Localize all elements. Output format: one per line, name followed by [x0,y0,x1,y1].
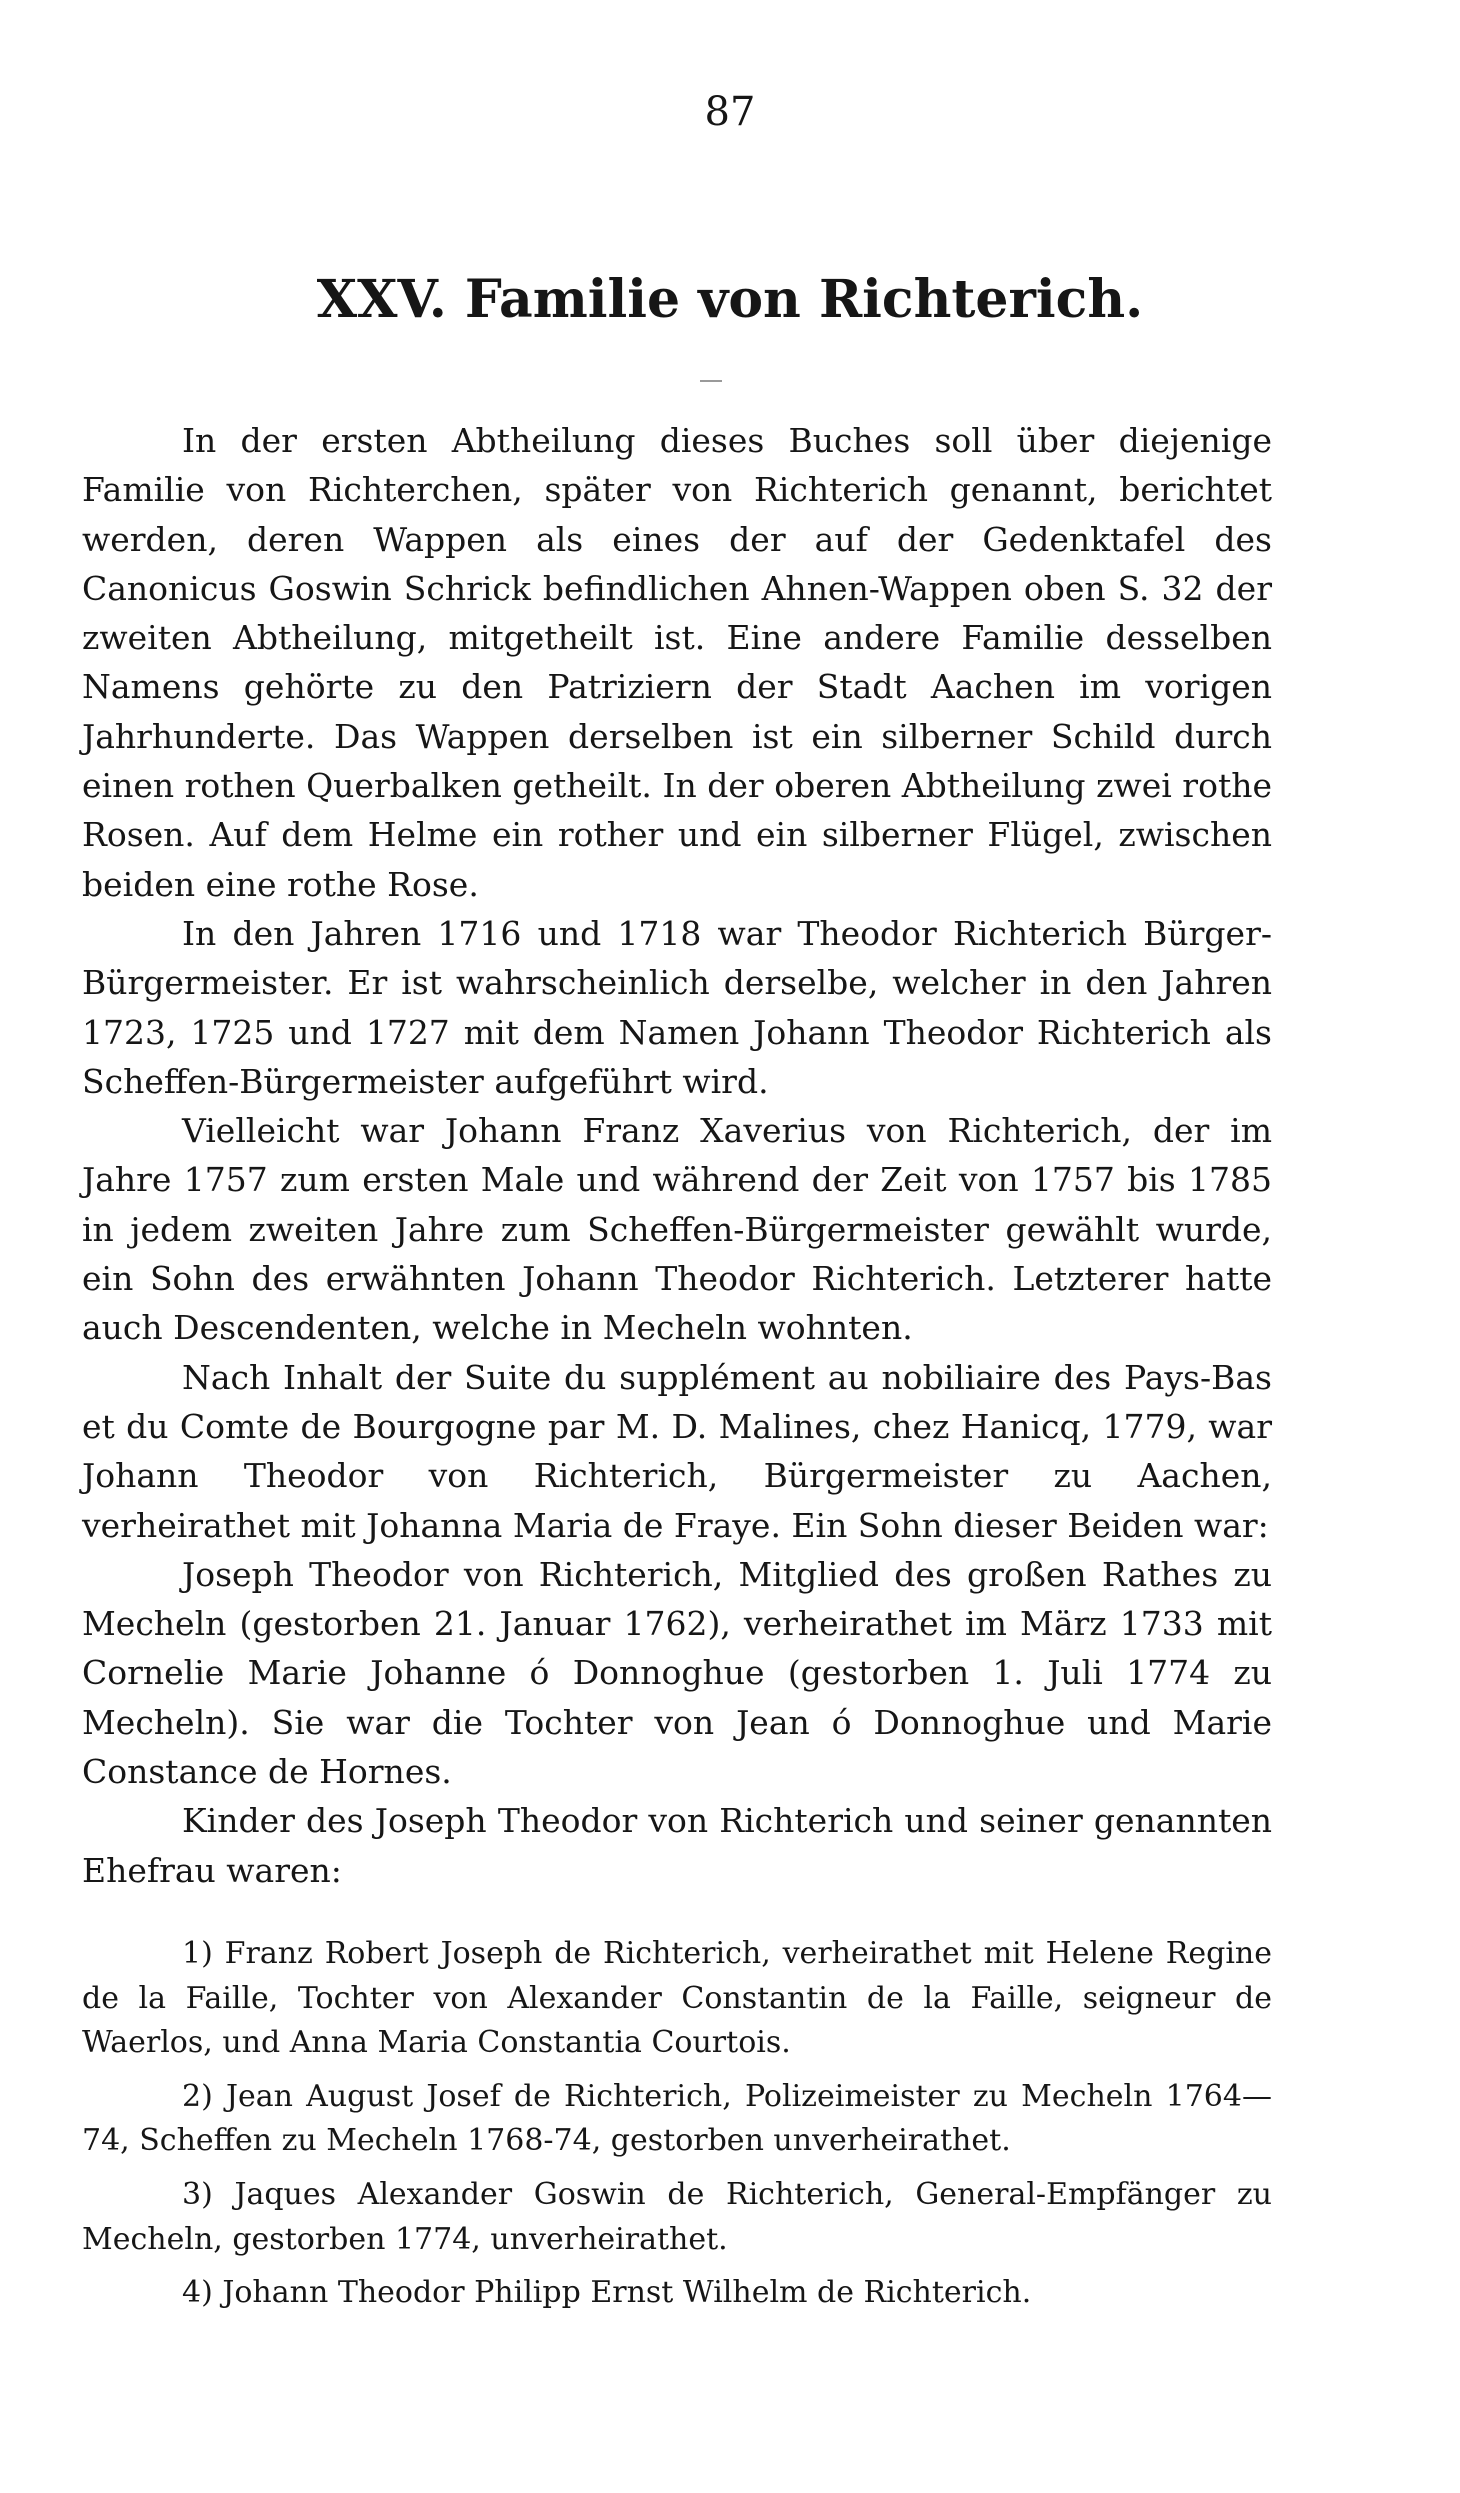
page-number: 87 [704,89,756,135]
list-item-text: Johann Theodor Philipp Ernst Wilhelm de Richterich. [222,2275,1032,2311]
list-item [82,2173,1272,2262]
list-item [82,2075,1272,2164]
paragraph: Joseph Theodor von Richterich, Mitglied des großen Rathes zu Mecheln (gestorben 21. Januar 1762), verheirathet im März 1733 mit Cornelie Marie Johanne ó Donnoghue (gestorben 1. Juli 1774 zu Mecheln). Sie war die Tochter von Jean ó Donnoghue und Marie Constance de Hornes. [82,1554,1272,1792]
list-item-number: 2) [182,2078,213,2114]
list-item-text: Franz Robert Joseph de Richterich, verheirathet mit Helene Regine de la Faille, Tochter von Alexander Constantin de la Faille, seigneur de Waerlos, und Anna Maria Constantia Courtois. [82,1936,1272,2061]
list-item-number: 3) [182,2176,213,2212]
body-text [82,416,1272,1917]
list-item-text: Jean August Josef de Richterich, Polizeimeister zu Mecheln 1764—74, Scheffen zu Mecheln 1768-74, gestorben unverheirathet. [82,2078,1272,2159]
list-item-number: 4) [182,2275,213,2311]
list-item [82,2271,1272,2316]
paragraph: In der ersten Abtheilung dieses Buches soll über diejenige Familie von Richterchen, später von Richterich genannt, berichtet werden, deren Wappen als eines der auf der Gedenktafel des Canonicus Goswin Schrick befindlichen Ahnen-Wappen oben S. 32 der zweiten Abtheilung, mitgetheilt ist. Eine andere Familie desselben Namens gehörte zu den Patriziern der Stadt Aachen im vorigen Jahrhunderte. Das Wappen derselben ist ein silberner Schild durch einen rothen Querbalken getheilt. In der oberen Abtheilung zwei rothe Rosen. Auf dem Helme ein rother und ein silberner Flügel, zwischen beiden eine rothe Rose. [82,421,1272,904]
list-item-number: 1) [182,1936,213,1971]
paragraph: In den Jahren 1716 und 1718 war Theodor Richterich Bürger-Bürgermeister. Er ist wahrscheinlich derselbe, welcher in den Jahren 1723, 1725 und 1727 mit dem Namen Johann Theodor Richterich als Scheffen-Bürgermeister aufgeführt wird. [82,913,1272,1101]
chapter-title: XXV. Familie von Richterich. [316,269,1144,330]
paragraph: Kinder des Joseph Theodor von Richterich und seiner genannten Ehefrau waren: [82,1801,1272,1890]
list-item-text: Jaques Alexander Goswin de Richterich, General-Empfänger zu Mecheln, gestorben 1774, unverheirathet. [82,2176,1272,2257]
children-list [82,1932,1272,2325]
list-item [82,1932,1272,2066]
paragraph: Vielleicht war Johann Franz Xaverius von Richterich, der im Jahre 1757 zum ersten Male und während der Zeit von 1757 bis 1785 in jedem zweiten Jahre zum Scheffen-Bürgermeister gewählt wurde, ein Sohn des erwähnten Johann Theodor Richterich. Letzterer hatte auch Descendenten, welche in Mecheln wohnten. [82,1111,1272,1348]
paragraph: Nach Inhalt der Suite du supplément au nobiliaire des Pays-Bas et du Comte de Bourgogne par M. D. Malines, chez Hanicq, 1779, war Johann Theodor von Richterich, Bürgermeister zu Aachen, verheirathet mit Johanna Maria de Fraye. Ein Sohn dieser Beiden war: [82,1357,1272,1545]
title-divider [700,380,722,382]
